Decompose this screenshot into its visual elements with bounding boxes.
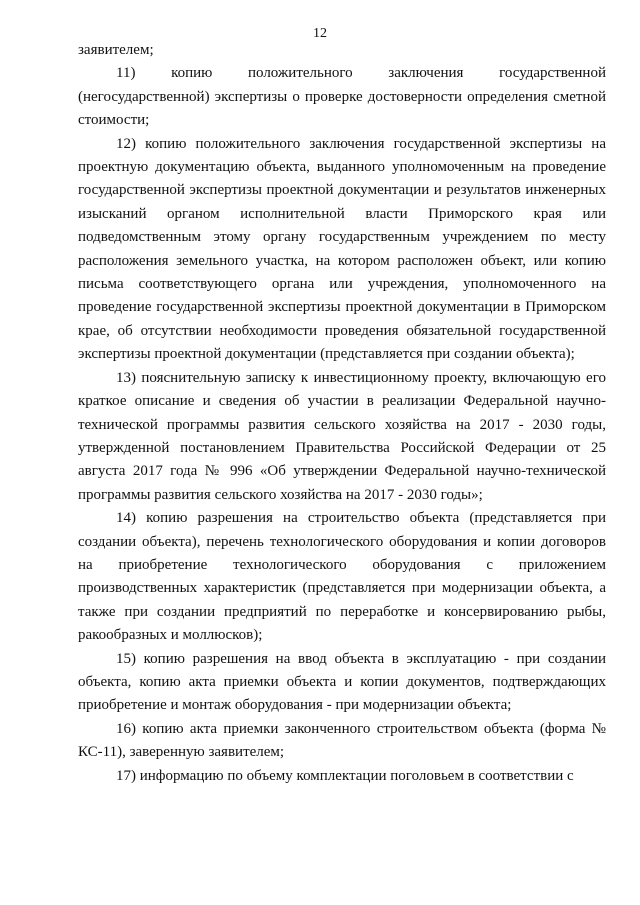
paragraph-continuation: заявителем; [78,42,154,58]
page-number: 12 [313,26,327,41]
list-item-14: 14) копию разрешения на строительство объекта (представляется при создании объекта), перечень технологического оборудования и копии договоров на приобретение технологического оборудования с приложением производственных характеристик (представляется при модернизации объекта, а также при создании предприятий по переработке и консервированию рыбы, ракообразных и моллюсков); [78,510,606,644]
list-item-13: 13) пояснительную записку к инвестиционному проекту, включающую его краткое описание и сведения об участии в реализации Федеральной научно-технической программы развития сельского хозяйства на 2017 - 2030 годы, утвержденной постановлением Правительства Российской Федерации от 25 августа 2017 года № 996 «Об утверждении Федеральной научно-технической программы развития сельского хозяйства на 2017 - 2030 годы»; [78,369,606,503]
list-item-16: 16) копию акта приемки законченного строительством объекта (форма № КС-11), заверенную заявителем; [78,720,606,761]
list-item-15: 15) копию разрешения на ввод объекта в эксплуатацию - при создании объекта, копию акта приемки объекта и копии документов, подтверждающих приобретение и монтаж оборудования - при модернизации объекта; [78,650,606,714]
document-body [78,39,606,788]
list-item-11: 11) копию положительного заключения государственной (негосударственной) экспертизы о проверке достоверности определения сметной стоимости; [78,65,606,129]
list-item-12: 12) копию положительного заключения государственной экспертизы на проектную документацию объекта, выданного уполномоченным на проведение государственной экспертизы проектной документации и результатов инженерных изысканий органом исполнительной власти Приморского края или подведомственным этому органу государственным учреждением по месту расположения земельного участка, на котором расположен объект, или копию письма соответствующего органа или учреждения, уполномоченного на проведение государственной экспертизы проектной документации в Приморском крае, об отсутствии необходимости проведения обязательной государственной экспертизы проектной документации (представляется при создании объекта); [78,135,606,363]
list-item-17: 17) информацию по объему комплектации поголовьем в соответствии с [116,767,574,784]
